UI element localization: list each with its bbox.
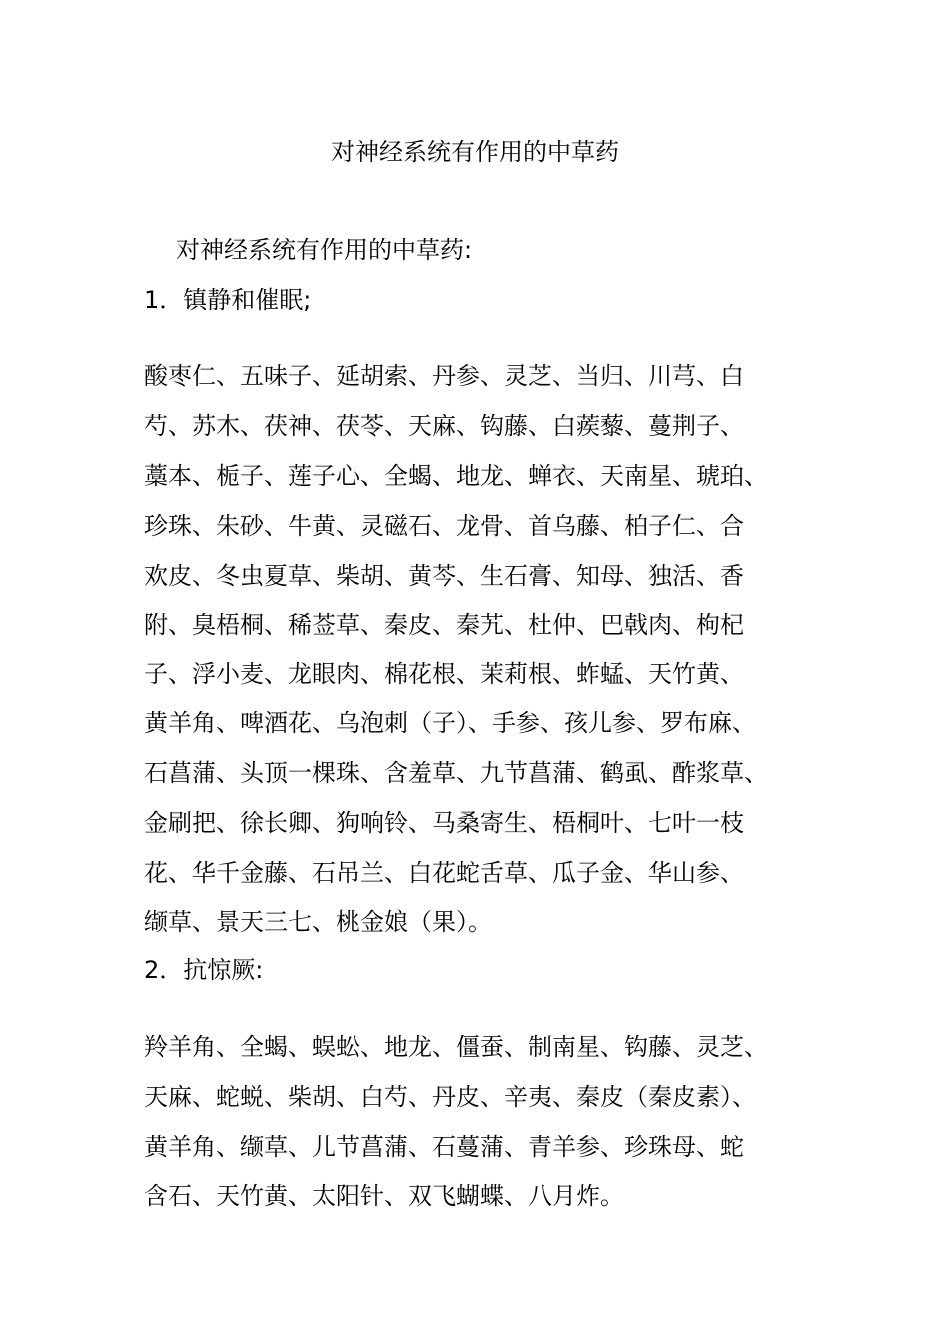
herb-list-line: 黄羊角、缬草、儿节菖蒲、石蔓蒲、青羊参、珍珠母、蛇 — [144, 1133, 744, 1161]
section-heading-sedation: 1．镇静和催眠; — [144, 286, 312, 314]
herb-list-line: 子、浮小麦、龙眼肉、棉花根、茉莉根、蚱蜢、天竹黄、 — [144, 660, 744, 688]
herb-list-line: 酸枣仁、五味子、延胡索、丹参、灵芝、当归、川芎、白 — [144, 362, 744, 390]
herb-list-line: 天麻、蛇蜕、柴胡、白芍、丹皮、辛夷、秦皮（秦皮素）、 — [144, 1083, 756, 1111]
herb-list-line: 羚羊角、全蝎、蜈蚣、地龙、僵蚕、制南星、钩藤、灵芝、 — [144, 1033, 768, 1061]
herb-list-line: 藁本、栀子、莲子心、全蝎、地龙、蝉衣、天南星、琥珀、 — [144, 462, 768, 490]
herb-list-line: 欢皮、冬虫夏草、柴胡、黄芩、生石膏、知母、独活、香 — [144, 562, 744, 590]
herb-list-line: 芍、苏木、茯神、茯苓、天麻、钩藤、白蒺藜、蔓荆子、 — [144, 412, 744, 440]
intro-line: 对神经系统有作用的中草药: — [176, 236, 473, 264]
herb-list-line: 花、华千金藤、石吊兰、白花蛇舌草、瓜子金、华山参、 — [144, 859, 744, 887]
section-heading-anticonvulsant: 2．抗惊厥: — [144, 956, 264, 984]
herb-list-line: 附、臭梧桐、稀莶草、秦皮、秦艽、杜仲、巴戟肉、枸杞 — [144, 611, 744, 639]
herb-list-line: 石菖蒲、头顶一棵珠、含羞草、九节菖蒲、鹤虱、酢浆草、 — [144, 759, 768, 787]
herb-list-line: 黄羊角、啤酒花、乌泡刺（子）、手参、孩儿参、罗布麻、 — [144, 709, 756, 737]
herb-list-line: 珍珠、朱砂、牛黄、灵磁石、龙骨、首乌藤、柏子仁、合 — [144, 512, 744, 540]
herb-list-line: 金刷把、徐长卿、狗响铃、马桑寄生、梧桐叶、七叶一枝 — [144, 809, 744, 837]
herb-list-line: 含石、天竹黄、太阳针、双飞蝴蝶、八月炸。 — [144, 1182, 624, 1210]
herb-list-line: 缬草、景天三七、桃金娘（果）。 — [144, 908, 492, 936]
document-title: 对神经系统有作用的中草药 — [331, 138, 619, 166]
